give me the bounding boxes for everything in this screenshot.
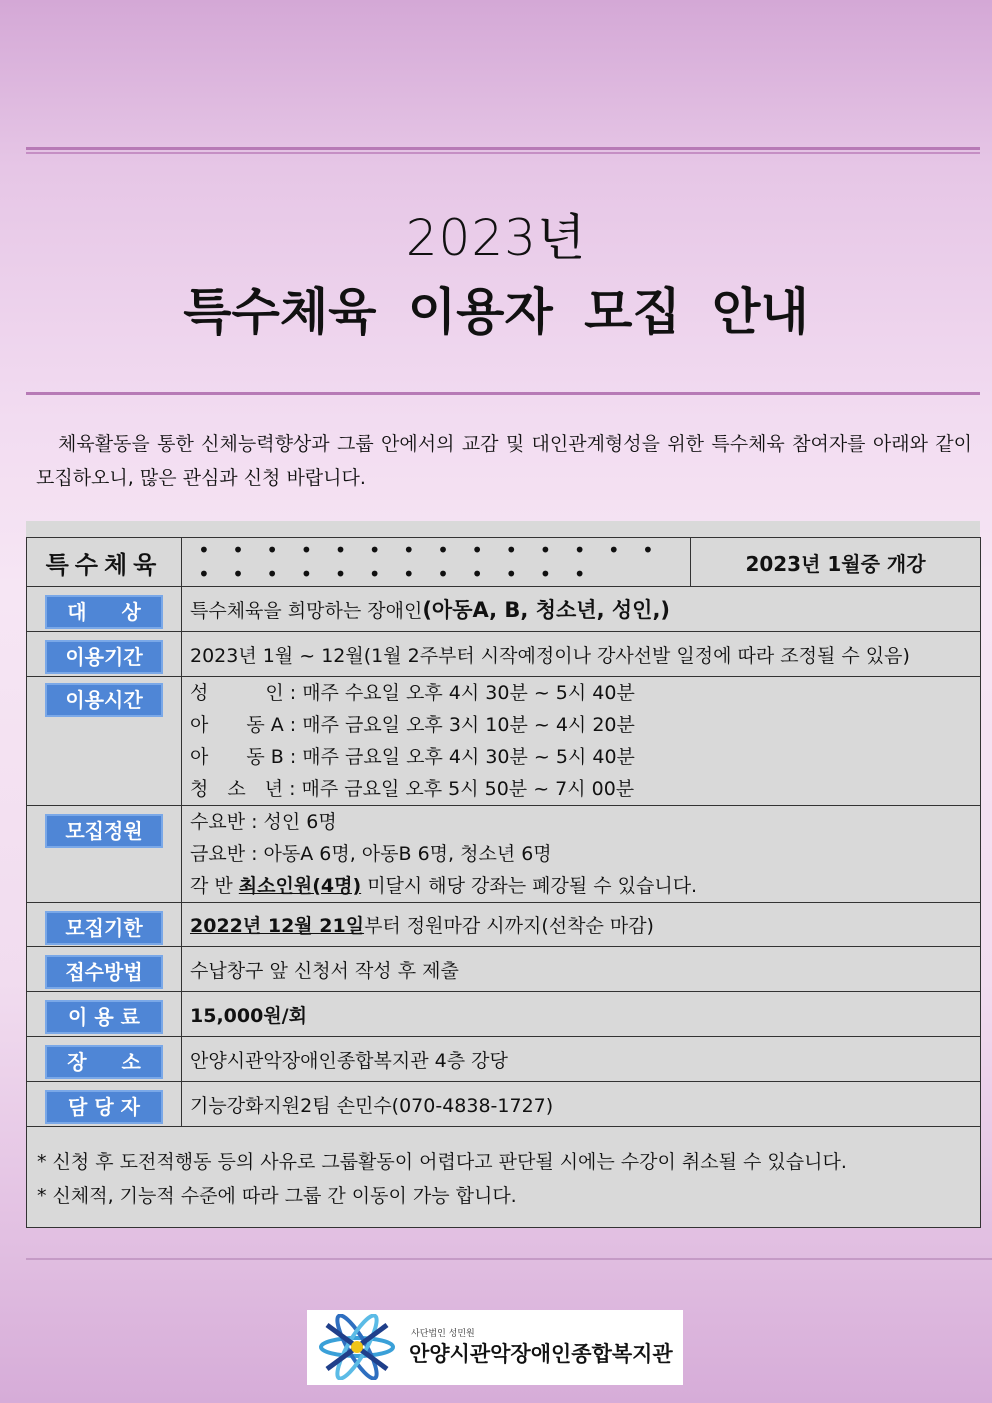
info-table <box>26 537 981 1228</box>
table-row-contact <box>27 1082 981 1127</box>
organization-logo <box>307 1310 683 1385</box>
page-title: 특수체육 이용자 모집 안내 <box>183 283 809 341</box>
time-line-child-a: 아 동 A : 매주 금요일 오후 3시 10분 ~ 4시 20분 <box>190 714 635 736</box>
table-row-deadline <box>27 903 981 947</box>
note-move: * 신체적, 기능적 수준에 따라 그룹 간 이동이 가능 합니다. <box>37 1185 517 1207</box>
head-dots: • • • • • • • • • • • • • • • • • • • • • • • • • • <box>182 538 691 587</box>
time-line-adult: 성 인 : 매주 수요일 오후 4시 30분 ~ 5시 40분 <box>190 682 635 704</box>
capacity-min-pre: 각 반 <box>190 875 239 897</box>
note-cancel: * 신청 후 도전적행동 등의 사유로 그룹활동이 어렵다고 판단될 시에는 수강이 취소될 수 있습니다. <box>37 1151 847 1173</box>
label-period: 이용기간 <box>45 640 163 674</box>
logo-title: 안양시관악장애인종합복지관 <box>409 1342 673 1366</box>
deadline-date: 2022년 12월 21일 <box>190 915 365 937</box>
table-row-place <box>27 1037 981 1082</box>
deadline-value <box>182 903 981 947</box>
time-line-youth: 청 소 년 : 매주 금요일 오후 5시 50분 ~ 7시 00분 <box>190 778 635 800</box>
table-row-period <box>27 632 981 677</box>
top-rule-secondary <box>26 152 980 154</box>
logo-subtitle: 사단법인 성민원 <box>411 1329 475 1339</box>
capacity-value <box>182 806 981 903</box>
info-table-wrap <box>26 521 980 1228</box>
table-row-capacity <box>27 806 981 903</box>
title-rule <box>26 392 980 395</box>
target-value <box>182 587 981 632</box>
notes-cell <box>27 1127 981 1228</box>
top-rule <box>26 147 980 150</box>
label-fee: 이 용 료 <box>45 1000 163 1034</box>
time-value <box>182 677 981 806</box>
place-value: 안양시관악장애인종합복지관 4층 강당 <box>182 1037 981 1082</box>
star-flower-logo-icon <box>311 1314 403 1380</box>
method-value: 수납창구 앞 신청서 작성 후 제출 <box>182 947 981 992</box>
table-top-bar <box>26 521 980 537</box>
deadline-text: 부터 정원마감 시까지(선착순 마감) <box>364 915 654 937</box>
capacity-line-wed: 수요반 : 성인 6명 <box>190 811 337 833</box>
capacity-min-post: 미달시 해당 강좌는 폐강될 수 있습니다. <box>361 875 698 897</box>
label-capacity: 모집정원 <box>45 814 163 848</box>
head-label: 특수체육 <box>27 538 182 587</box>
table-row-method <box>27 947 981 992</box>
time-line-child-b: 아 동 B : 매주 금요일 오후 4시 30분 ~ 5시 40분 <box>190 746 635 768</box>
table-row-target <box>27 587 981 632</box>
table-row-time <box>27 677 981 806</box>
label-method: 접수방법 <box>45 955 163 989</box>
contact-value: 기능강화지원2팀 손민수(070-4838-1727) <box>182 1082 981 1127</box>
fee-value: 15,000원/회 <box>182 992 981 1037</box>
opening-date: 2023년 1월중 개강 <box>691 538 981 587</box>
target-text: 특수체육을 희망하는 장애인 <box>190 600 423 622</box>
table-row-notes <box>27 1127 981 1228</box>
label-time: 이용시간 <box>45 683 163 717</box>
bottom-rule <box>26 1258 992 1260</box>
capacity-line-min <box>190 870 972 902</box>
label-place: 장 소 <box>45 1045 163 1079</box>
label-deadline: 모집기한 <box>45 911 163 945</box>
target-groups: (아동A, B, 청소년, 성인,) <box>422 598 671 622</box>
label-contact: 담 당 자 <box>45 1090 163 1124</box>
table-row-fee <box>27 992 981 1037</box>
label-target: 대 상 <box>45 595 163 629</box>
capacity-min-bold: 최소인원(4명) <box>238 875 362 897</box>
period-value: 2023년 1월 ~ 12월(1월 2주부터 시작예정이나 강사선발 일정에 따라 조정될 수 있음) <box>182 632 981 677</box>
capacity-line-fri: 금요반 : 아동A 6명, 아동B 6명, 청소년 6명 <box>190 843 552 865</box>
year-heading: 2023년 <box>405 209 587 267</box>
intro-paragraph: 체육활동을 통한 신체능력향상과 그룹 안에서의 교감 및 대인관계형성을 위한 특수체육 참여자를 아래와 같이 모집하오니, 많은 관심과 신청 바랍니다. <box>36 433 972 489</box>
table-row-header <box>27 538 981 587</box>
